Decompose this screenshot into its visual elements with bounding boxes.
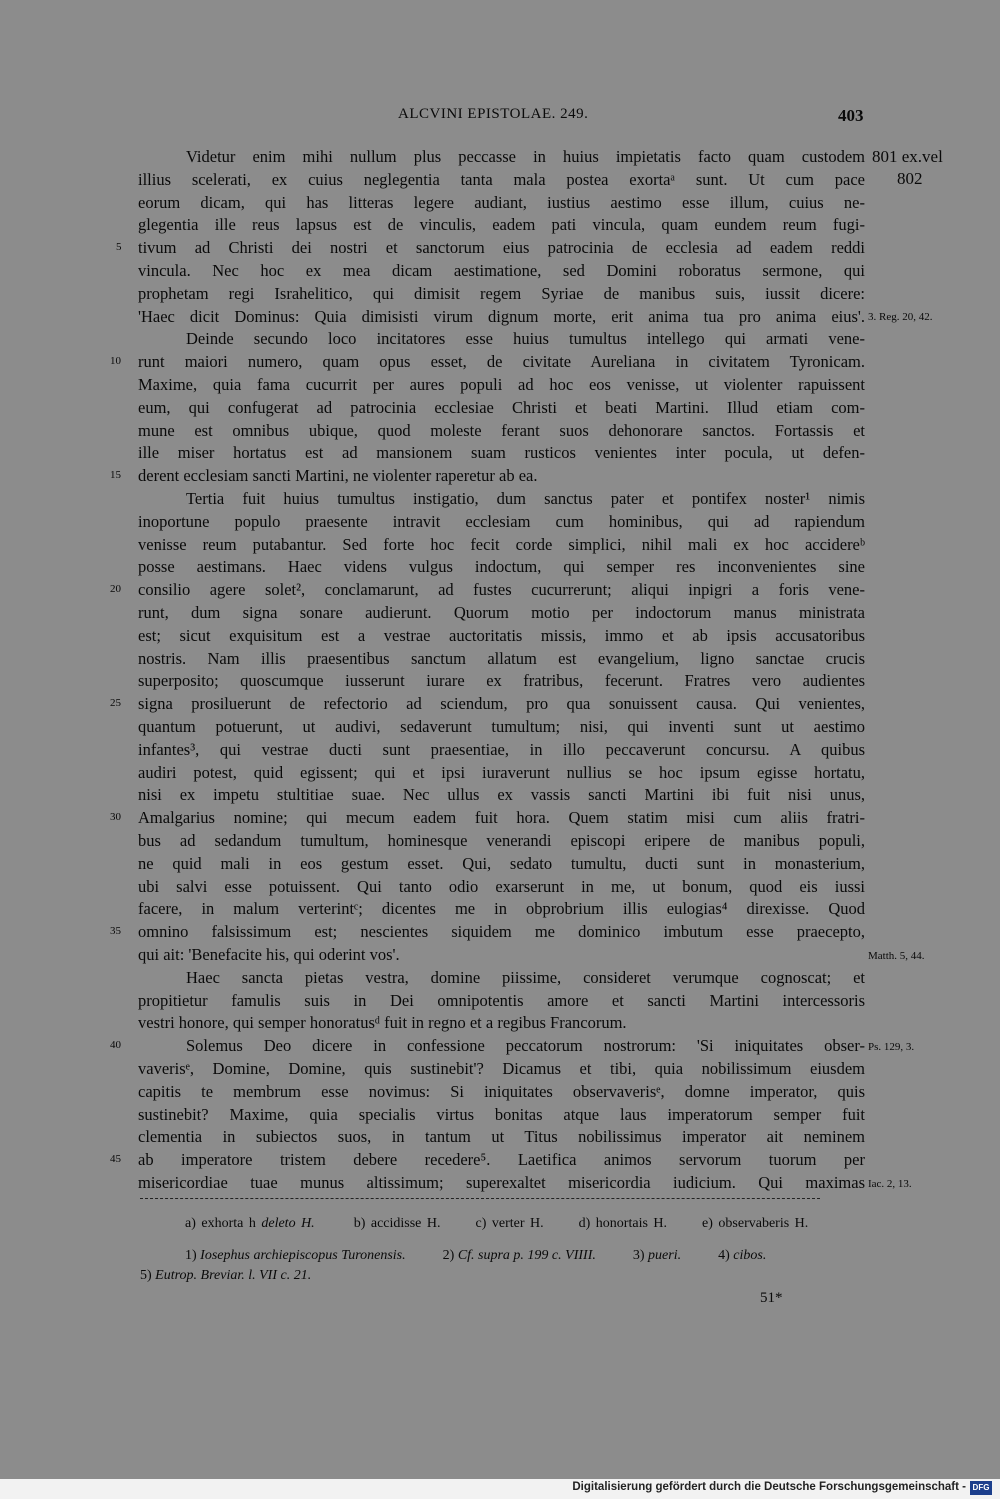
line-number: 20 [110, 583, 121, 595]
apparatus-d: d) honortais H. [578, 1216, 668, 1231]
text-line: venisse reum putabantur. Sed forte hoc fecit corde simplici, nihil mali ex hoc accidereᵇ [138, 534, 865, 554]
text-line: mune est omnibus ubique, quod moleste ferant suos dehonorare sanctos. Fortassis et [138, 420, 865, 440]
apparatus-a: a) exhorta h [185, 1216, 256, 1231]
text-line: Videtur enim mihi nullum plus peccasse in huius impietatis facto quam custodem [186, 147, 865, 166]
note-1-text: Iosephus archiepiscopus Turonensis. [200, 1248, 406, 1263]
note-2-text: Cf. supra p. 199 c. VIIII. [457, 1248, 596, 1263]
footer-text: Digitalisierung gefördert durch die Deutsche Forschungsgemeinschaft - [572, 1481, 966, 1493]
footnotes-line1 [185, 1248, 766, 1264]
text-line: misericordiae tuae munus altissimum; superexaltet misericordia iudicium. Qui maximas [138, 1173, 865, 1192]
text-line: nisi ex impetu stultitiae suae. Nec ullus ex vassis sancti Martini ibi fuit nisi unus, [138, 785, 865, 805]
page-header [0, 106, 1000, 130]
text-line: omnino falsissimum est; nescientes siquidem me dominico imbutum esse praecepto, [138, 922, 865, 942]
line-number: 10 [110, 355, 121, 367]
note-3-number: 3) [632, 1248, 645, 1263]
note-4-text: cibos. [733, 1248, 767, 1263]
text-line: vaverisᵉ, Domine, Domine, quis sustinebit'? Dicamus et tibi, quia nobilissimum eiusdem [138, 1059, 865, 1078]
note-2-number: 2) [442, 1248, 455, 1263]
text-line: ubi salvi esse potuissent. Qui tanto odio exarserunt in me, ut bonum, quod eis iussi [138, 876, 865, 896]
text-line: Haec sancta pietas vestra, domine piissime, consideret verumque cognoscat; et [186, 967, 865, 987]
footnotes-line2 [140, 1268, 311, 1284]
note-3-text: pueri. [648, 1248, 682, 1263]
text-line: facere, in malum verterintᶜ; dicentes me in obprobrium illis eulogias⁴ direxisse. Quod [138, 899, 865, 919]
text-line: signa prosiluerunt de refectorio ad sciendum, pro qua sonuissent causa. Qui venientes, [138, 694, 865, 714]
signature-mark: 51* [760, 1290, 783, 1306]
margin-date-line2: 802 [897, 169, 923, 188]
text-line: Tertia fuit huius tumultus instigatio, dum sanctus pater et pontifex noster¹ nimis [186, 489, 865, 508]
text-line: capitis te membrum esse novimus: Si iniquitates observaverisᵉ, domne imperator, quis [138, 1081, 865, 1101]
text-line: illius scelerati, ex cuius neglegentia tanta mala postea exortaᵃ sunt. Ut cum pace [138, 169, 865, 189]
text-line: qui ait: 'Benefacite his, qui oderint vos'. [138, 945, 400, 964]
text-line: runt, dum signa sonare audierunt. Quorum motio per indoctorum manus ministrata [138, 603, 865, 622]
text-line: prophetam regi Israhelitico, qui dimisit regem Syriae de manibus suis, iussit dicere: [138, 283, 865, 303]
line-number: 40 [110, 1039, 121, 1051]
text-line: audiri potest, quid egissent; qui et ipsi iuraverunt nullius se hoc ipsum egisse hortatu, [138, 762, 865, 782]
text-line: glegentia ille reus lapsus est de vinculis, eadem pati vincula, quam eundem reum fugi- [138, 215, 865, 235]
reference-ps: Ps. 129, 3. [868, 1041, 915, 1053]
critical-apparatus [185, 1216, 808, 1232]
text-line: ne quid mali in eos gestum esset. Qui, sedato tumultu, ducti sunt in monasterium, [138, 853, 865, 873]
text-line: eum, qui confugerat ad patrocinia ecclesiae Christi et beati Martini. Illud etiam com- [138, 397, 865, 417]
line-number: 45 [110, 1153, 121, 1165]
line-number: 30 [110, 811, 121, 823]
footer-banner [0, 1479, 1000, 1499]
running-title: ALCVINI EPISTOLAE. 249. [398, 106, 589, 122]
dfg-logo-icon: DFG [970, 1481, 992, 1495]
page-number: 403 [838, 106, 864, 125]
text-line: posse aestimans. Haec videns vulgus indoctum, qui semper res inconvenientes sine [138, 557, 865, 577]
text-line: vestri honore, qui semper honoratusᵈ fuit in regno et a regibus Francorum. [138, 1013, 627, 1033]
text-line: derent ecclesiam sancti Martini, ne violenter raperetur ab ea. [138, 466, 538, 486]
note-5-text: Eutrop. Breviar. l. VII c. 21. [155, 1268, 312, 1283]
line-number: 25 [110, 697, 121, 709]
text-line: vincula. Nec hoc ex mea dicam aestimatione, sed Domini roboratus sermone, qui [138, 261, 865, 280]
text-line: tivum ad Christi dei nostri et sanctorum eius patrocinia de ecclesia ad eadem reddi [138, 238, 865, 258]
reference-matth: Matth. 5, 44. [868, 950, 925, 962]
note-4-number: 4) [718, 1248, 730, 1263]
text-line: infantes³, qui vestrae ducti sunt praesentiae, in illo peccaverunt concursu. A quibus [138, 739, 865, 759]
note-1-number: 1) [185, 1248, 197, 1263]
line-number: 5 [116, 241, 122, 253]
apparatus-e: e) observaberis H. [702, 1216, 809, 1231]
margin-date-line1: 801 ex.vel [872, 147, 943, 166]
text-line: Amalgarius nomine; qui mecum eadem fuit hora. Quem statim misi cum aliis fratri- [138, 808, 865, 828]
line-number: 15 [110, 469, 121, 481]
reference-iac: Iac. 2, 13. [868, 1178, 912, 1190]
line-number: 35 [110, 925, 121, 937]
text-line: Maxime, quia fama cucurrit per aures populi ad hoc eos venisse, ut violenter rapuissent [138, 375, 865, 394]
text-line: clementia in subiectos suos, in tantum ut Titus nobilissimus imperator ait neminem [138, 1127, 865, 1147]
text-line: inoportune populo praesente intravit ecclesiam cum hominibus, qui ad rapiendum [138, 511, 865, 531]
text-line: ille miser hortatus est ad mansionem suam rusticos venientes inter pocula, ut defen- [138, 443, 865, 463]
footnote-rule [140, 1198, 820, 1199]
text-line: consilio agere solet², conclamarunt, ad fustes cucurrerunt; aliqui inpigri a foris vene- [138, 580, 865, 600]
text-line: sustinebit? Maxime, quia specialis virtus bonitas atque laus imperatorum semper fuit [138, 1104, 865, 1124]
apparatus-b: b) accidisse H. [353, 1216, 441, 1231]
text-line: est; sicut exquisitum est a vestrae auctoritatis missis, immo et ab ipsis accusatoribus [138, 625, 865, 645]
apparatus-a-italic: deleto H. [261, 1216, 315, 1231]
text-line: superposito; quoscumque iusserunt iurare ex fratribus, fecerunt. Fratres vero audientes [138, 671, 865, 691]
text-line: Deinde secundo loco incitatores esse huius tumultus intellego qui armati vene- [186, 329, 865, 349]
text-line: propitietur famulis suis in Dei omnipotentis amore et sancti Martini intercessoris [138, 990, 865, 1010]
text-line: 'Haec dicit Dominus: Quia dimisisti virum dignum morte, erit anima tua pro anima eius'. [138, 306, 865, 326]
text-line: ab imperatore tristem debere recedere⁵. Laetifica animos servorum tuorum per [138, 1150, 865, 1170]
text-line: runt maiori numero, quam opus esset, de civitate Aureliana in civitatem Tyronicam. [138, 352, 865, 372]
text-line: Solemus Deo dicere in confessione peccatorum nostrorum: 'Si iniquitates obser- [186, 1036, 865, 1056]
text-line: bus ad sedandum tumultum, hominesque venerandi episcopi eripere de manibus populi, [138, 831, 865, 850]
note-5-number: 5) [140, 1268, 152, 1283]
apparatus-c: c) verter H. [475, 1216, 544, 1231]
reference-reg: 3. Reg. 20, 42. [868, 311, 933, 323]
text-line: eorum dicam, qui has litteras legere audiant, iustius aestimo esse illum, cuius ne- [138, 192, 865, 212]
text-line: quantum potuerunt, ut audivi, sedaverunt tumultum; nisi, qui inventi sunt ut aestimo [138, 717, 865, 736]
text-line: nostris. Nam illis praesentibus sanctum allatum est evangelium, ligno sanctae crucis [138, 648, 865, 668]
